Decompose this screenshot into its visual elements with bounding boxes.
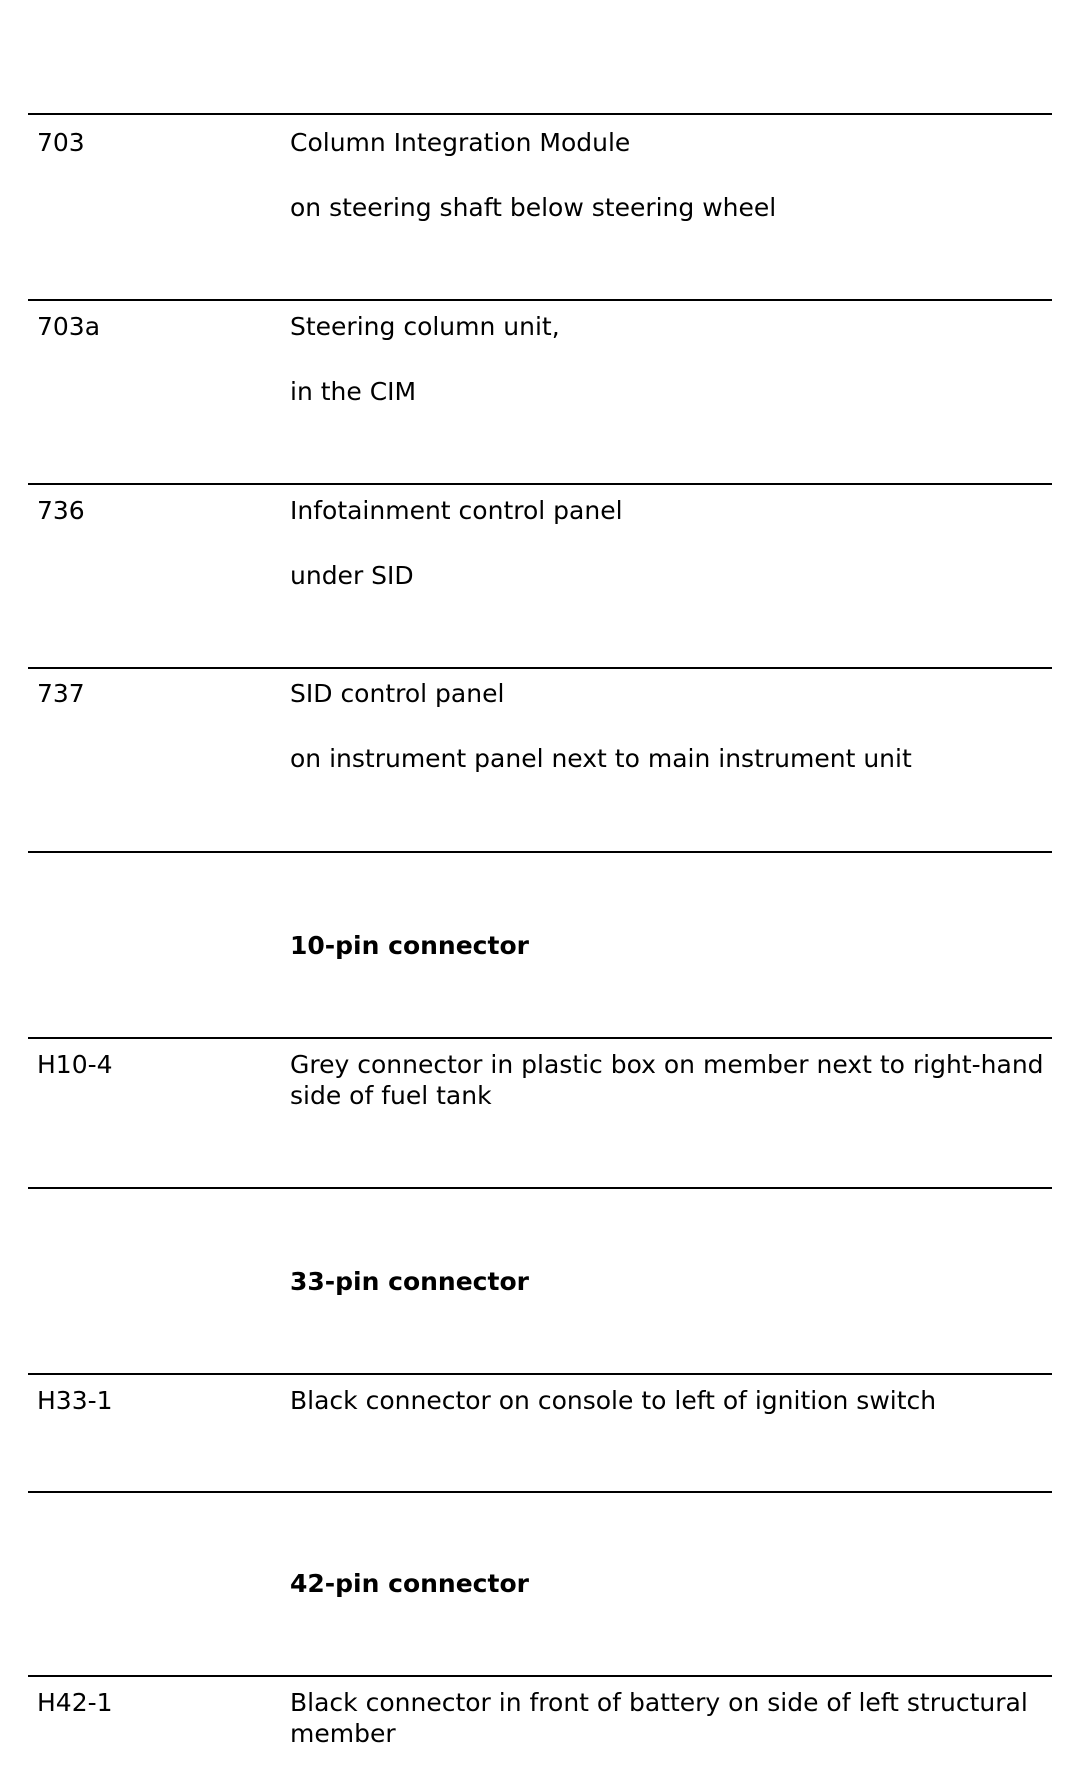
row-divider: [28, 483, 1052, 485]
row-divider: [28, 667, 1052, 669]
component-title: Column Integration Module: [290, 128, 631, 157]
connector-description: Black connector on console to left of ignition switch: [290, 1386, 937, 1415]
row-divider: [28, 1491, 1052, 1493]
connector-description: Grey connector in plastic box on member next to right-hand side of fuel tank: [290, 1050, 1044, 1110]
connector-group-heading: 33-pin connector: [290, 1267, 529, 1296]
component-code: 703: [37, 128, 85, 157]
component-title: SID control panel: [290, 679, 505, 708]
row-divider: [28, 1675, 1052, 1677]
component-title: Steering column unit,: [290, 312, 560, 341]
connector-group-heading: 42-pin connector: [290, 1569, 529, 1598]
component-location: in the CIM: [290, 377, 417, 406]
connector-description: Black connector in front of battery on side of left structural member: [290, 1688, 1028, 1748]
row-divider: [28, 1373, 1052, 1375]
component-code: 737: [37, 679, 85, 708]
connector-code: H42-1: [37, 1688, 113, 1717]
component-code: 736: [37, 496, 85, 525]
component-code: 703a: [37, 312, 101, 341]
connector-code: H33-1: [37, 1386, 113, 1415]
connector-code: H10-4: [37, 1050, 113, 1079]
component-location: under SID: [290, 561, 414, 590]
row-divider: [28, 1187, 1052, 1189]
row-divider: [28, 851, 1052, 853]
component-location: on steering shaft below steering wheel: [290, 193, 777, 222]
component-title: Infotainment control panel: [290, 496, 623, 525]
row-divider: [28, 113, 1052, 115]
component-location: on instrument panel next to main instrument unit: [290, 744, 912, 773]
connector-group-heading: 10-pin connector: [290, 931, 529, 960]
row-divider: [28, 1037, 1052, 1039]
row-divider: [28, 299, 1052, 301]
